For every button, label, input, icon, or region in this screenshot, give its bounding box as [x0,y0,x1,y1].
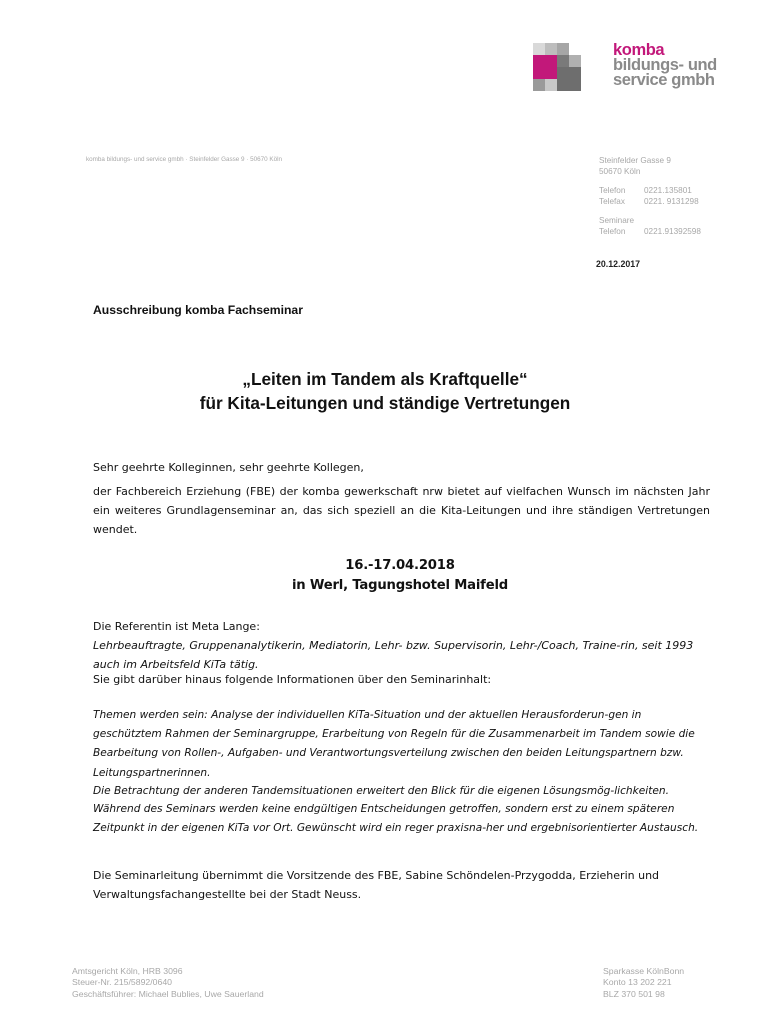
salutation: Sehr geehrte Kolleginnen, sehr geehrte Kollegen, [93,461,364,474]
letter-subject: Ausschreibung komba Fachseminar [93,303,303,317]
contact-seminars-phone-row [599,226,701,237]
referent-info: Sie gibt darüber hinaus folgende Informationen über den Seminarinhalt: [93,673,492,686]
footer-court: Amtsgericht Köln, HRB 3096 [72,966,183,976]
contact-street: Steinfelder Gasse 9 [599,156,671,165]
seminar-leadership-paragraph: Die Seminarleitung übernimmt die Vorsitzende des FBE, Sabine Schöndelen-Przygodda, Erzieherin und Verwaltungsfachangestellte bei der Stadt Neuss. [93,869,660,901]
referent-description: Lehrbeauftragte, Gruppenanalytikerin, Mediatorin, Lehr- bzw. Supervisorin, Lehr-/Coach, Traine-rin, seit 1993 auch im Arbeitsfeld KiTa tätig. [93,639,694,671]
themes-paragraph-1: Themen werden sein: Analyse der individuellen KiTa-Situation und der aktuellen Herausforderun-gen in geschütztem Rahmen der Seminargruppe, Erarbeitung von Regeln für die Zusammenarbeit im Tandem sowie die Bearbeitung von Rollen-, Aufgaben- und Verantwortungsverteilung zwischen den beiden Leitungspartnern bzw. Leitungspartnerinnen. [93,709,695,779]
letter-date: 20.12.2017 [596,259,641,269]
footer-blz: BLZ 370 501 98 [603,988,665,999]
contact-block [599,155,701,237]
intro-paragraph: der Fachbereich Erziehung (FBE) der komba gewerkschaft nrw bietet auf vielfachen Wunsch im nächsten Jahr ein weiteres Grundlagenseminar an, das sich speziell an die Kita-Leitungen und ihre ständigen Vertretungen wendet. [93,485,710,536]
footer-account: Konto 13 202 221 [603,977,672,988]
sender-address-line: komba bildungs- und service gmbh · Steinfelder Gasse 9 · 50670 Köln [86,156,283,163]
logo-wordmark [613,43,717,88]
referent-intro: Die Referentin ist Meta Lange: [93,620,260,633]
contact-city: 50670 Köln [599,167,641,176]
contact-seminars-label: Seminare [599,216,635,225]
contact-phone: 0221.135801 [644,186,692,195]
contact-phone-row [599,185,701,196]
footer-bank: Sparkasse KölnBonn [603,966,685,976]
footer-company-info [72,966,264,1000]
logo-mark-icon [533,43,583,91]
company-logo [533,43,733,99]
themes-paragraph-2: Die Betrachtung der anderen Tandemsituationen erweitert den Blick für die eigenen Lösungsmög-lichkeiten. Während des Seminars werden keine endgültigen Entscheidungen getroffen, sondern erst zu einem späteren Zeitpunkt in der eigenen KiTa vor Ort. Gewünscht wird ein reger praxisna-her und ergebnisorientierter Austausch. [93,785,699,834]
seminar-title: „Leiten im Tandem als Kraftquelle“ [242,369,528,389]
contact-seminars-phone: 0221.91392598 [644,227,701,236]
logo-line-2: bildungs- und [613,56,717,74]
contact-fax-row [599,196,701,207]
logo-line-1: komba [613,41,665,59]
footer-managers: Geschäftsführer: Michael Bublies, Uwe Sauerland [72,988,264,999]
seminar-subtitle: für Kita-Leitungen und ständige Vertretungen [199,393,571,413]
logo-line-3: service gmbh [613,71,715,89]
footer-bank-info [603,966,684,1000]
contact-phone-label: Telefon [599,186,626,195]
contact-fax-label: Telefax [599,197,625,206]
event-location: in Werl, Tagungshotel Maifeld [291,578,509,593]
contact-seminars-phone-label: Telefon [599,227,626,236]
contact-fax: 0221. 9131298 [644,197,699,206]
event-dates: 16.-17.04.2018 [345,558,455,573]
footer-tax: Steuer-Nr. 215/5892/0640 [72,977,172,988]
